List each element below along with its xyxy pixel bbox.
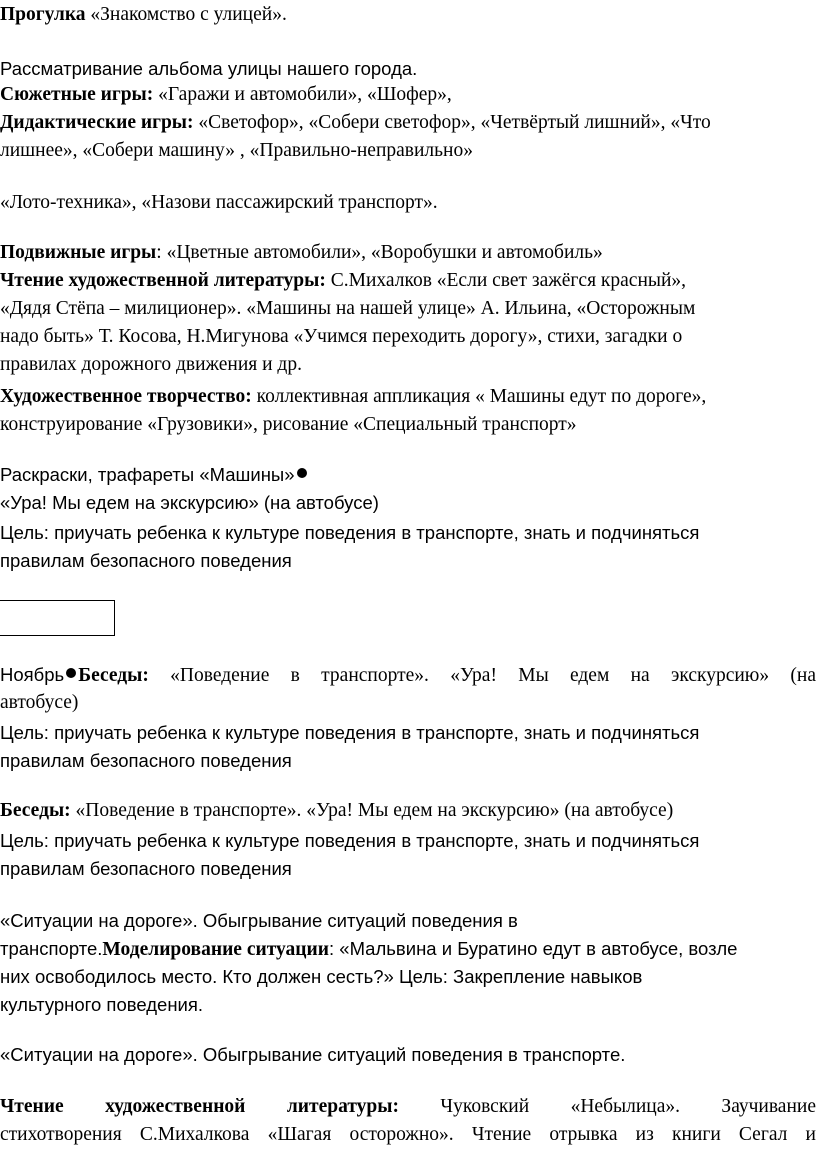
goal-line-1a: Цель: приучать ребенка к культуре поведения в транспорте, знать и подчиняться <box>0 522 700 543</box>
reading-label: Чтение художественной литературы: <box>0 270 326 291</box>
situations-2-line: «Ситуации на дороге». Обыгрывание ситуаций поведения в транспорте. <box>0 1044 626 1065</box>
coloring-text: Раскраски, трафареты «Машины» <box>0 464 295 485</box>
bullet-icon <box>297 468 307 478</box>
november-goal-a: Цель: приучать ребенка к культуре поведения в транспорте, знать и подчиняться <box>0 722 700 743</box>
situations-line-3: них освободилось место. Кто должен сесть?» Цель: Закрепление навыков <box>0 966 643 987</box>
reading-line-1 <box>0 268 686 294</box>
didactic-line-1 <box>0 110 711 136</box>
didactic-line-2: лишнее», «Собери машину» , «Правильно-неправильно» <box>0 140 473 161</box>
situations-post: : «Мальвина и Буратино едут в автобусе, возле <box>329 938 738 959</box>
november-goal-b: правилам безопасного поведения <box>0 750 292 771</box>
reading-line-4: правилах дорожного движения и др. <box>0 354 302 375</box>
situations-line-2 <box>0 936 737 963</box>
walk-line <box>0 2 287 28</box>
art-line-1 <box>0 384 706 410</box>
november-line-2: автобусе) <box>0 692 79 713</box>
talks-label: Беседы: <box>0 800 71 821</box>
situations-line-1: «Ситуации на дороге». Обыгрывание ситуаций поведения в <box>0 910 518 931</box>
walk-text: «Знакомство с улицей». <box>85 4 287 25</box>
empty-frame <box>0 600 115 636</box>
mobile-games-text: : «Цветные автомобили», «Воробушки и автомобиль» <box>156 242 603 263</box>
november-line <box>0 662 816 689</box>
reading-line-3: надо быть» Т. Косова, Н.Мигунова «Учимся переходить дорогу», стихи, загадки о <box>0 326 683 347</box>
talks-goal-b: правилам безопасного поведения <box>0 858 292 879</box>
november-month: Ноябрь <box>0 664 65 685</box>
reading-2-label: Чтение художественной литературы: <box>0 1096 399 1117</box>
situations-pre: транспорте. <box>0 938 103 959</box>
bullet-icon <box>66 668 76 678</box>
reading-line-2: «Дядя Стёпа – милиционер». «Машины на нашей улице» А. Ильина, «Осторожным <box>0 298 696 319</box>
album-line: Рассматривание альбома улицы нашего города. <box>0 58 418 79</box>
art-text-1: коллективная аппликация « Машины едут по дороге», <box>251 386 707 407</box>
excursion-line: «Ура! Мы едем на экскурсию» (на автобусе) <box>0 492 379 513</box>
november-talks-text: «Поведение в транспорте». «Ура! Мы едем на экскурсию» (на <box>148 665 816 686</box>
coloring-line <box>0 462 309 488</box>
goal-line-1b: правилам безопасного поведения <box>0 550 292 571</box>
reading-text-1: С.Михалков «Если свет зажёгся красный», <box>325 270 687 291</box>
reading-2-text-1: Чуковский «Небылица». Заучивание <box>398 1096 816 1117</box>
talks-goal-a: Цель: приучать ребенка к культуре поведения в транспорте, знать и подчиняться <box>0 830 700 851</box>
art-line-2: конструирование «Грузовики», рисование «Специальный транспорт» <box>0 414 577 435</box>
didactic-line-3: «Лото-техника», «Назови пассажирский транспорт». <box>0 192 438 213</box>
mobile-games-line <box>0 240 603 266</box>
reading-2-line-1 <box>0 1094 816 1120</box>
art-label: Художественное творчество: <box>0 386 252 407</box>
situations-line-4: культурного поведения. <box>0 994 204 1015</box>
story-games-line <box>0 82 452 108</box>
didactic-label: Дидактические игры: <box>0 112 194 133</box>
didactic-text-1: «Светофор», «Собери светофор», «Четвёртый лишний», «Что <box>193 112 711 133</box>
reading-2-line-2: стихотворения С.Михалкова «Шагая осторожно». Чтение отрывка из книги Сегал и <box>0 1124 816 1145</box>
story-games-text: «Гаражи и автомобили», «Шофер», <box>153 84 452 105</box>
modeling-label: Моделирование ситуации <box>102 939 329 960</box>
talks-line <box>0 798 673 824</box>
walk-label: Прогулка <box>0 4 86 25</box>
story-games-label: Сюжетные игры: <box>0 84 154 105</box>
talks-text: «Поведение в транспорте». «Ура! Мы едем на экскурсию» (на автобусе) <box>70 800 674 821</box>
mobile-games-label: Подвижные игры <box>0 242 157 263</box>
november-talks-label: Беседы: <box>78 665 149 686</box>
